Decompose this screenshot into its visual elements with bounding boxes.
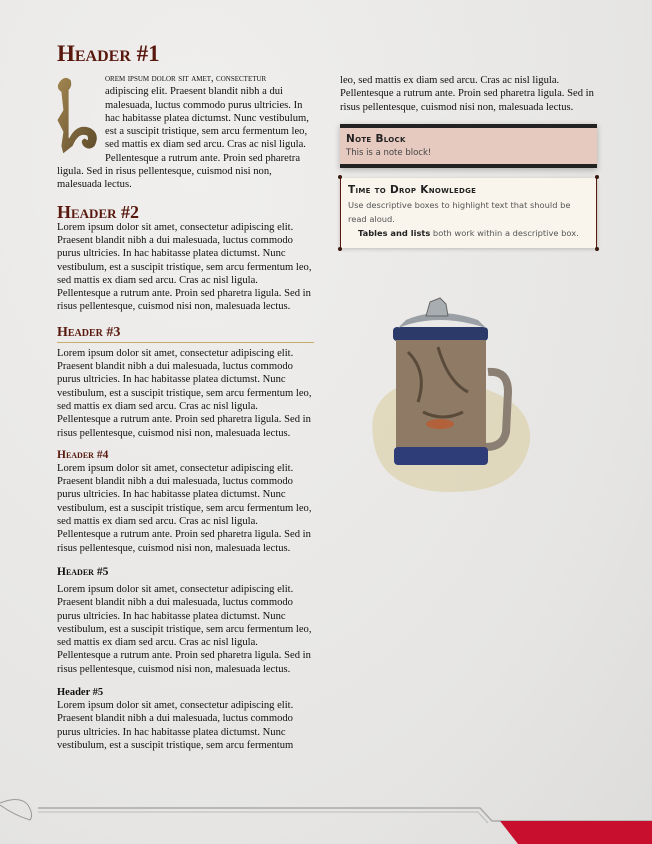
- header-5: Header #5: [57, 565, 109, 578]
- paragraph-continued: leo, sed mattis ex diam sed arcu. Cras ac nisl ligula. Pellentesque a rutrum ante. Proin sed pharetra ligula. Sed in risus pellentesque, cuismod nisi non, malesuada lectus.: [340, 75, 594, 113]
- header-4: Header #4: [57, 448, 109, 461]
- left-column: [57, 42, 314, 752]
- paragraph-1: adipiscing elit. Praesent blandit nibh a dui malesuada, luctus commodo purus ultricies. In hac habitasse platea dictumst. Nunc vestibulum, est a suscipit tristique, sem arcu fermentum leo, sed mattis ex diam sed arcu. Cras ac nisl ligula. Pellentesque a rutrum ante. Proin sed pharetra ligula. Sed in risus pellentesque, cuismod nisi non, malesuada lectus.: [57, 86, 309, 191]
- paragraph-3: Lorem ipsum dolor sit amet, consectetur adipiscing elit. Praesent blandit nibh a dui malesuada, luctus commodo purus ultricies. In hac habitasse platea dictumst. Nunc vestibulum, est a suscipit tristique, sem arcu fermentum leo, sed mattis ex diam sed arcu. Cras ac nisl ligula. Pellentesque a rutrum ante. Proin sed pharetra ligula. Sed in risus pellentesque, cuismod nisi non, malesuada lectus.: [57, 347, 312, 439]
- right-column: [340, 74, 597, 248]
- beer-stein-image: [368, 292, 538, 497]
- paragraph-4: Lorem ipsum dolor sit amet, consectetur adipiscing elit. Praesent blandit nibh a dui malesuada, luctus commodo purus ultricies. In hac habitasse platea dictumst. Nunc vestibulum, est a suscipit tristique, sem arcu fermentum leo, sed mattis ex diam sed arcu. Cras ac nisl ligula. Pellentesque a rutrum ante. Proin sed pharetra ligula. Sed in risus pellentesque, cuismod nisi non, malesuada lectus.: [57, 462, 312, 554]
- note-block: [340, 124, 597, 169]
- header-3: Header #3: [57, 325, 314, 343]
- paragraph-6: Lorem ipsum dolor sit amet, consectetur adipiscing elit. Praesent blandit nibh a dui malesuada, luctus commodo purus ultricies. In hac habitasse platea dictumst. Nunc vestibulum, est a suscipit tristique, sem arcu fermentum: [57, 699, 294, 751]
- header-1: Header #1: [57, 41, 160, 66]
- note-title: Note Block: [346, 132, 406, 145]
- header-2: Header #2: [57, 201, 140, 222]
- footer-decoration: [0, 795, 652, 844]
- paragraph-5: Lorem ipsum dolor sit amet, consectetur adipiscing elit. Praesent blandit nibh a dui malesuada, luctus commodo purus ultricies. In hac habitasse platea dictumst. Nunc vestibulum, est a suscipit tristique, sem arcu fermentum leo, sed mattis ex diam sed arcu. Cras ac nisl ligula. Pellentesque a rutrum ante. Proin sed pharetra ligula. Sed in risus pellentesque, cuismod nisi non, malesuada lectus.: [57, 583, 312, 675]
- drop-cap-l: [51, 72, 101, 156]
- header-6: Header #5: [57, 686, 104, 698]
- descriptive-box: [340, 178, 597, 247]
- descriptive-title: Time to Drop Knowledge: [348, 184, 477, 197]
- descriptive-body: Use descriptive boxes to highlight text that should be read aloud.: [348, 199, 571, 224]
- descriptive-rest: both work within a descriptive box.: [430, 227, 579, 238]
- paragraph-2: Lorem ipsum dolor sit amet, consectetur adipiscing elit. Praesent blandit nibh a dui malesuada, luctus commodo purus ultricies. In hac habitasse platea dictumst. Nunc vestibulum, est a suscipit tristique, sem arcu fermentum leo, sed mattis ex diam sed arcu. Cras ac nisl ligula. Pellentesque a rutrum ante. Proin sed pharetra ligula. Sed in risus pellentesque, cuismod nisi non, malesuada lectus.: [57, 221, 312, 313]
- lead-text: orem ipsum dolor sit amet, consectetur: [105, 73, 267, 84]
- note-body: This is a note block!: [346, 148, 432, 159]
- descriptive-bold: Tables and lists: [358, 227, 431, 238]
